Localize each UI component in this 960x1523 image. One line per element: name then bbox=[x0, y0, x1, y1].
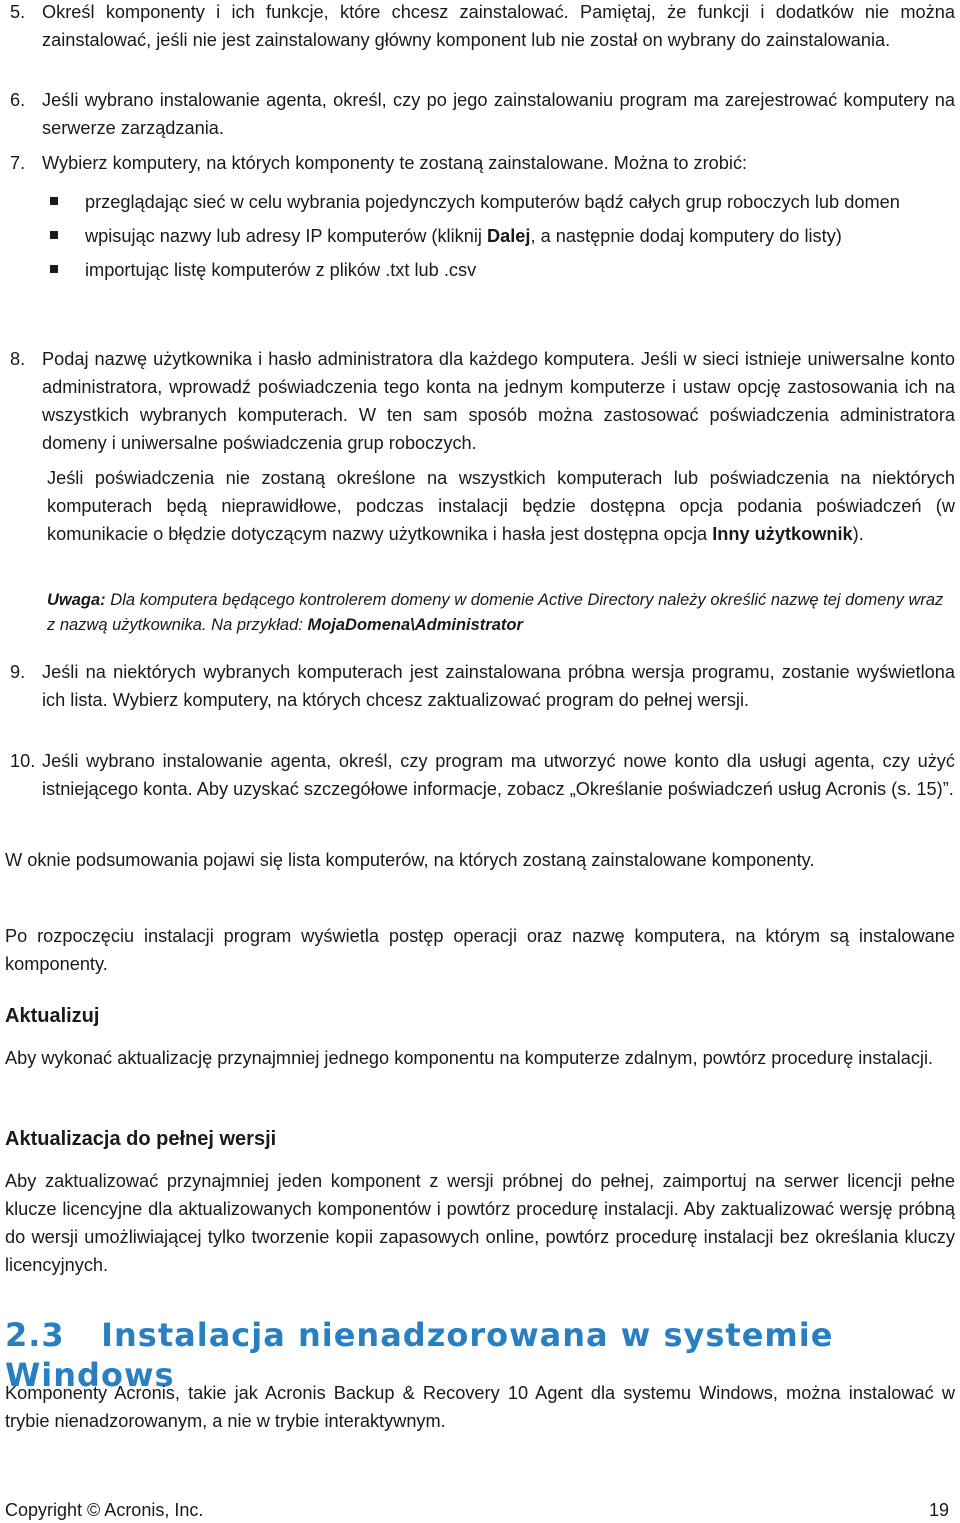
page-number: 19 bbox=[928, 1500, 949, 1520]
section-paragraph: Komponenty Acronis, takie jak Acronis Backup & Recovery 10 Agent dla systemu Windows, można instalować w trybie nienadzorowanym, a nie w trybie interaktywnym. bbox=[5, 1383, 955, 1431]
bullet-square-icon bbox=[50, 197, 58, 205]
full-version-paragraph: Aby zaktualizować przynajmniej jeden komponent z wersji próbnej do pełnej, zaimportuj na serwer licencji pełne klucze licencyjne dla aktualizowanych komponentów i powtórz procedurę instalacji. Aby zaktualizować wersję próbną do wersji umożliwiającej tylko tworzenie kopii zapasowych online, powtórz procedurę instalacji bez określania kluczy licencyjnych. bbox=[5, 1171, 955, 1275]
list-text: Podaj nazwę użytkownika i hasło administratora dla każdego komputera. Jeśli w sieci istnieje uniwersalne konto administratora, wprowadź poświadczenia tego konta na jednym komputerze i ustaw opcję zastosowania ich na wszystkich wybranych komputerach. W ten sam sposób można zastosować poświadczenia administratora domeny i uniwersalne poświadczenia grup roboczych. bbox=[42, 349, 955, 453]
list-item-7 bbox=[5, 149, 955, 177]
list-item-8 bbox=[5, 345, 955, 457]
list-text: Jeśli wybrano instalowanie agenta, określ, czy po jego zainstalowaniu program ma zarejestrować komputery na serwerze zarządzania. bbox=[42, 90, 955, 138]
list-item-10 bbox=[5, 747, 955, 803]
section-number: 2.3 bbox=[5, 1316, 65, 1354]
list-text: Określ komponenty i ich funkcje, które chcesz zainstalować. Pamiętaj, że funkcji i dodatków nie można zainstalować, jeśli nie jest zainstalowany główny komponent lub nie został on wybrany do zainstalowania. bbox=[42, 2, 955, 50]
list-item-6 bbox=[5, 86, 955, 142]
progress-paragraph: Po rozpoczęciu instalacji program wyświetla postęp operacji oraz nazwę komputera, na którym są instalowane komponenty. bbox=[5, 926, 955, 974]
list-item-9 bbox=[5, 658, 955, 714]
list-item-5 bbox=[5, 0, 955, 54]
list-text: Jeśli wybrano instalowanie agenta, określ, czy program ma utworzyć nowe konto dla usługi agenta, czy użyć istniejącego konta. Aby uzyskać szczegółowe informacje, zobacz „Określanie poświadczeń usług Acronis (s. 15)”. bbox=[42, 751, 955, 799]
list-number: 5. bbox=[10, 2, 26, 22]
list-number: 8. bbox=[10, 349, 26, 369]
copyright-text: Copyright © Acronis, Inc. bbox=[5, 1500, 204, 1520]
summary-paragraph: W oknie podsumowania pojawi się lista komputerów, na których zostaną zainstalowane komponenty. bbox=[5, 850, 815, 870]
list-number: 10. bbox=[10, 751, 36, 771]
list-number: 9. bbox=[10, 662, 26, 682]
bullet-square-icon bbox=[50, 265, 58, 273]
update-paragraph: Aby wykonać aktualizację przynajmniej jednego komponentu na komputerze zdalnym, powtórz procedurę instalacji. bbox=[5, 1048, 934, 1068]
note-label: Uwaga: bbox=[47, 591, 106, 609]
section-title: Instalacja nienadzorowana w systemie Windows bbox=[5, 1316, 834, 1394]
bullet-list bbox=[5, 188, 955, 290]
list-number: 7. bbox=[10, 153, 26, 173]
list-item-8-continued: Jeśli poświadczenia nie zostaną określone na wszystkich komputerach lub poświadczenia na niektórych komputerach będą nieprawidłowe, podczas instalacji będzie dostępna opcja podania poświadczeń (w komunikacie o błędzie dotyczącym nazwy użytkownika i hasła jest dostępna opcja Inny użytkownik). bbox=[47, 468, 955, 544]
note: Uwaga: Dla komputera będącego kontrolerem domeny w domenie Active Directory należy określić nazwę tej domeny wraz z nazwą użytkownika. Na przykład: MojaDomena\Administrator bbox=[47, 591, 944, 634]
bullet-item: importując listę komputerów z plików .txt lub .csv bbox=[5, 256, 955, 284]
heading-full-version: Aktualizacja do pełnej wersji bbox=[5, 1128, 277, 1150]
list-text: Wybierz komputery, na których komponenty te zostaną zainstalowane. Można to zrobić: bbox=[42, 153, 748, 173]
page-footer bbox=[5, 1498, 949, 1522]
bullet-item: wpisując nazwy lub adresy IP komputerów (kliknij Dalej, a następnie dodaj komputery do listy) bbox=[5, 222, 955, 250]
heading-update: Aktualizuj bbox=[5, 1005, 100, 1027]
bullet-square-icon bbox=[50, 231, 58, 239]
bullet-item: przeglądając sieć w celu wybrania pojedynczych komputerów bądź całych grup roboczych lub domen bbox=[5, 188, 955, 216]
list-text: Jeśli na niektórych wybranych komputerach jest zainstalowana próbna wersja programu, zostanie wyświetlona ich lista. Wybierz komputery, na których chcesz zaktualizować program do pełnej wersji. bbox=[42, 662, 955, 710]
list-number: 6. bbox=[10, 90, 26, 110]
